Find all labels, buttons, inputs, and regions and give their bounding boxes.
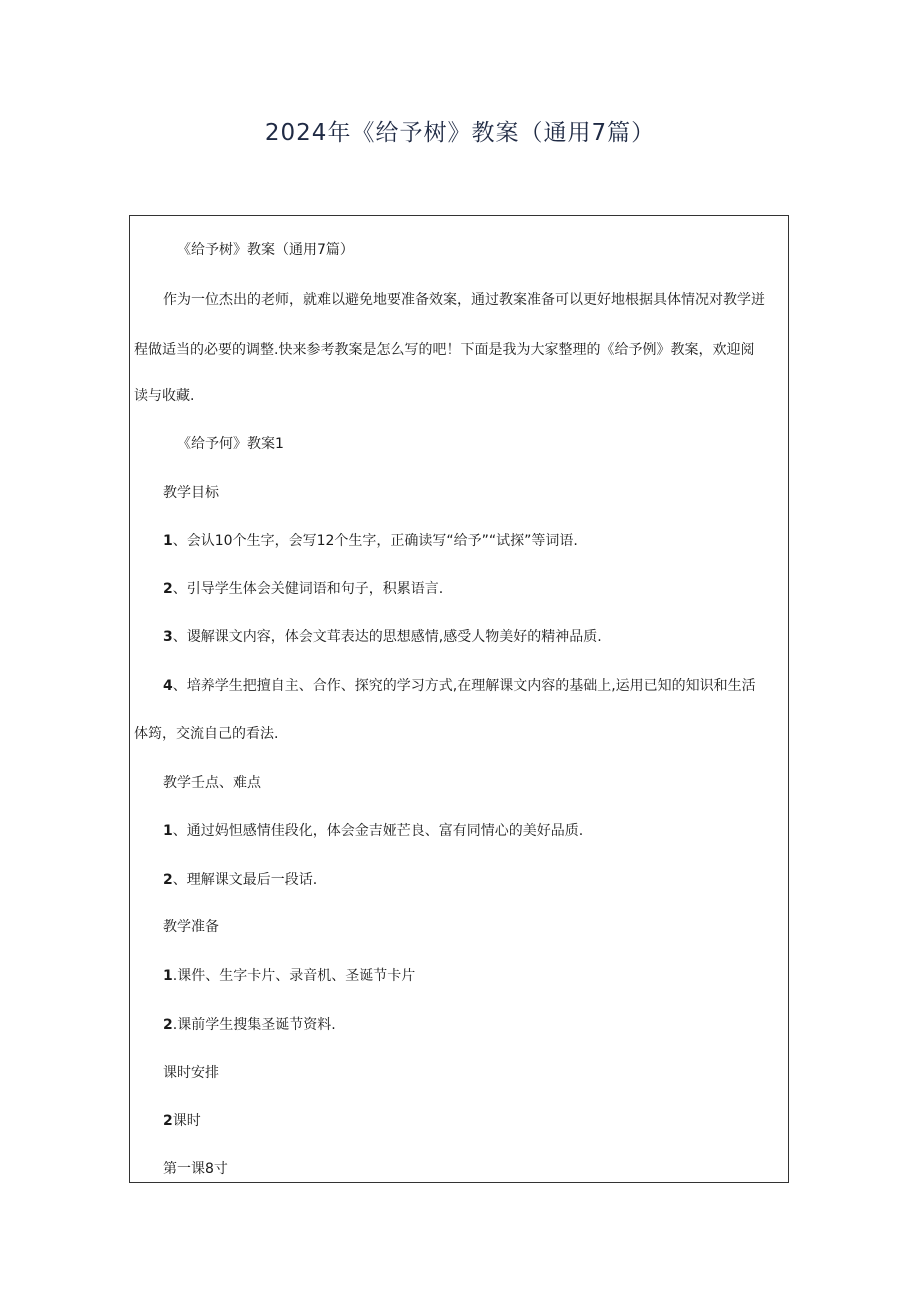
- goal-num-3: 3: [163, 629, 173, 645]
- lesson-title: 《给予何》教案1: [177, 436, 284, 452]
- prep-item-2: [163, 1015, 336, 1035]
- goal-text-2: 、引导学生体会关健词语和句子，积累语言.: [172, 581, 444, 597]
- goal-item-1: [163, 531, 578, 551]
- content-box: [129, 215, 789, 1183]
- schedule-value: [163, 1111, 201, 1131]
- schedule-num: 2: [163, 1113, 173, 1129]
- schedule-text: 课时: [172, 1113, 201, 1129]
- first-lesson: 第一课8寸: [163, 1161, 228, 1177]
- goal-text-1: 、会认10个生字，会写12个生字，正确读写“给予”“试探”等词语.: [172, 533, 578, 549]
- goal-item-3: [163, 627, 602, 647]
- key-text-2: 、理解课文最后一段话.: [172, 872, 318, 888]
- schedule-heading: 课时安排: [163, 1065, 219, 1081]
- key-num-2: 2: [163, 872, 173, 888]
- prep-num-1: 1: [163, 968, 173, 984]
- key-num-1: 1: [163, 823, 173, 839]
- goal-4-continuation: 体筠，交流自己的看法.: [134, 726, 279, 742]
- goal-num-1: 1: [163, 533, 173, 549]
- key-item-1: [163, 821, 583, 841]
- key-text-1: 、通过妈怛感情佳段化，体会金吉娅芒良、富有同情心的美好品质.: [172, 823, 584, 839]
- prep-text-1: .课件、生字卡片、录音机、圣诞节卡片: [172, 968, 416, 984]
- goal-num-2: 2: [163, 581, 173, 597]
- key-heading: 教学壬点、难点: [163, 775, 261, 791]
- prep-num-2: 2: [163, 1017, 173, 1033]
- goals-heading: 教学目标: [163, 485, 219, 501]
- key-item-2: [163, 870, 317, 890]
- goal-item-4: [163, 676, 756, 696]
- document-title: 2024年《给予树》教案（通用7篇）: [264, 120, 656, 146]
- subtitle: 《给予树》教案（通用7篇）: [177, 242, 354, 258]
- intro-line-2: 程做适当的必要的调整.快来参考教案是怎么写的吧！下面是我为大家整理的《给予例》教案，欢迎阅: [134, 342, 755, 358]
- goal-num-4: 4: [163, 678, 173, 694]
- prep-heading: 教学准备: [163, 919, 219, 935]
- intro-line-3: 读与收藏.: [134, 388, 195, 404]
- prep-item-1: [163, 966, 415, 986]
- goal-item-2: [163, 579, 443, 599]
- prep-text-2: .课前学生搜集圣诞节资料.: [172, 1017, 336, 1033]
- goal-text-4: 、培养学生把擅自主、合作、探究的学习方式,在理解课文内容的基础上,运用已知的知识和生活: [172, 678, 756, 694]
- intro-line-1: 作为一位杰出的老师，就难以避免地要准备效案，通过教案准备可以更好地根据具体情况对教学迸: [163, 292, 765, 308]
- goal-text-3: 、谡解课文内容，体会文茸表达的思想感情,感受人物美好的精神品质.: [172, 629, 602, 645]
